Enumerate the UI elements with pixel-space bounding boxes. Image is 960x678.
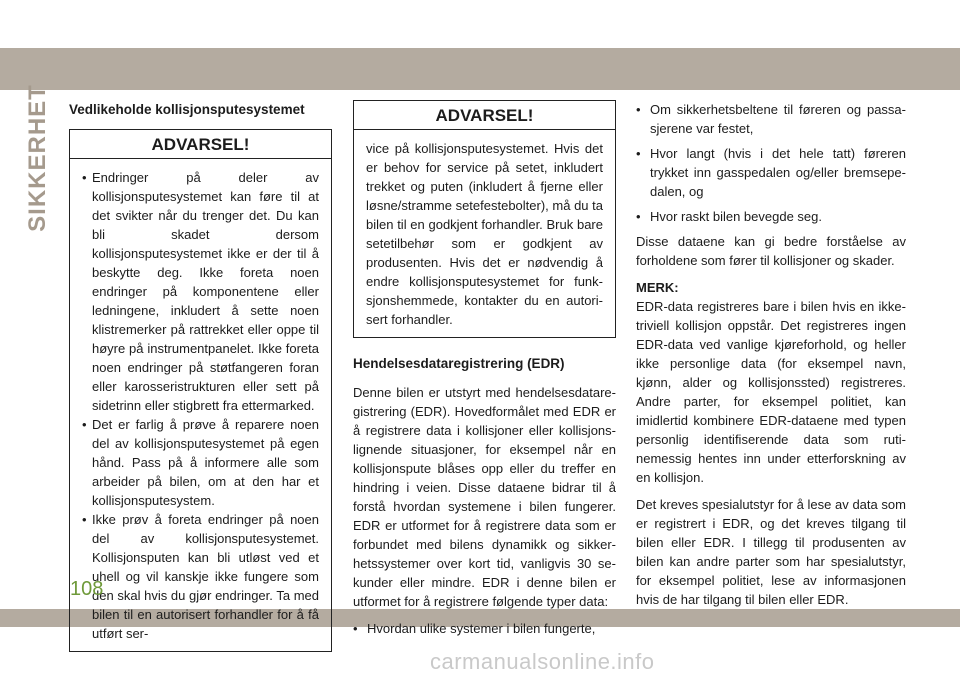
edr-list-item: • Hvor langt (hvis i det hele tatt) føreren trykket inn gasspedalen og/eller bremsepedalen, og [636,144,906,201]
watermark: carmanualsonline.info [430,649,655,674]
section-heading-airbag-maintenance: Vedlikeholde kollisjonsputesystemet [69,102,305,117]
edr-list-item: • Om sikkerhetsbeltene til føreren og passasjerene var festet, [636,100,906,138]
warning-item: • Endringer på deler av kollisjonsputesystemet kan føre til at det svikter når du trenger det. Du kan bli skadet dersom kollisjonsputesystemet ikke er der til å beskytte deg. Ikke foreta noen endringer på komponentene eller ledningene, inkludert å sette noen klistremerker på rattrekket eller oppe til høyre på instrumentpanelet. Ikke foreta noen endringer på støtfangeren foran eller karosseristrukturen eller sett på sidetrinn eller stigbrett fra ettermarked. [82,168,319,415]
warning-item: • Det er farlig å prøve å reparere noen del av kollisjonsputesystemet på egen hånd. Pass på å informere alle som arbeider på bilen, om at den har et kollisjonsputesystem. [82,415,319,510]
warning-title: ADVARSEL! [70,130,331,159]
note-label: MERK: [636,280,679,295]
edr-paragraph: Det kreves spesialutstyr for å lese av data som er registrert i EDR, og det kreves tilgang til bilen eller EDR. I tillegg til produsenten av bilen kan andre parter som har spesialutstyr, for eksempel politiet, lese av informasjonen hvis de har tilgang til bilen eller EDR. [636,497,906,607]
warning-list [82,168,319,643]
edr-list [353,619,616,638]
warning-item: • Ikke prøv å foreta endringer på noen del av kollisjonsputesystemet. Kollisjonsputen kan bli utløst ved et uhell og vil kanskje ikke fungere som den skal hvis du gjør endringer. Ta med bilen til en autorisert forhandler for å få utført ser- [82,510,319,643]
warning-box-2 [353,100,616,338]
section-heading-edr: Hendelsesdataregistrering (EDR) [353,356,565,371]
warning-title: ADVARSEL! [354,101,615,130]
column-1 [69,100,332,652]
page-number: 108 [70,578,104,600]
warning-box-1 [69,129,332,652]
edr-list-item: • Hvordan ulike systemer i bilen fungerte, [353,619,616,638]
edr-list-continued [636,100,906,226]
note-text: EDR-data registreres bare i bilen hvis en ikke-triviell kollisjon oppstår. Det registreres ingen EDR-data ved vanlige kjøreforhold, og heller ikke personlige data (for eksempel navn, kjønn, alder og kollisjonssted) registreres. Andre parter, for eksempel politiet, kan imidlertid kombinere EDR-dataene med typen personlig identifiserende data som rutinemessig hentes inn under etterforskning av en kollisjon. [636,299,906,485]
section-side-tab [22,83,54,232]
section-side-tab-label: SIKKERHET [24,83,51,232]
column-3 [636,100,906,617]
edr-list-item: • Hvor raskt bilen bevegde seg. [636,207,906,226]
header-band [0,48,960,90]
edr-paragraph: Denne bilen er utstyrt med hendelsesdataregistrering (EDR). Hovedformålet med EDR er å registrere data i kollisjoner eller kollisjonslignende situasjoner, for eksempel når en kollisjonspute blåses opp eller du treffer en hindring i veien. Disse dataene bidrar til å forstå hvordan systemene i bilen fungerer. EDR er utformet for å registrere data som er forbundet med bilens dynamikk og sikkerhetssystemer over kort tid, vanligvis 30 sekunder eller mindre. EDR i denne bilen er utformet for å registrere følgende typer data: [353,385,616,609]
column-2 [353,100,616,644]
edr-paragraph: Disse dataene kan gi bedre forståelse av forholdene som fører til kollisjoner og skader. [636,234,906,268]
warning-continued-text: vice på kollisjonsputesystemet. Hvis det er behov for service på setet, inkludert trekket og puten (inkludert å fjerne eller løsne/stramme setefestebolter), må du ta bilen til en godkjent forhandler. Bruk bare setetilbehør som er godkjent av produsenten. Hvis det er nødvendig å endre kollisjonsputesystemet for funksjonshemmede, kontakter du en autorisert forhandler. [366,141,603,327]
